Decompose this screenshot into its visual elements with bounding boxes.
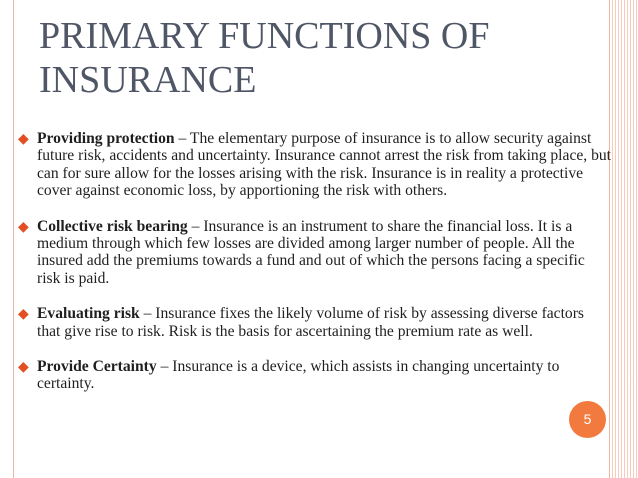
bullet-text: – The elementary purpose of insurance is to allow security against future risk, accidents and uncertainty. Insurance cannot arrest the risk from taking place, but can for sure allow for the losses arising with the risk. Insurance is in reality a protective cover against economic loss, by apportioning the risk with others. — [37, 130, 612, 200]
bullet-item-provide-certainty — [18, 358, 611, 393]
diamond-bullet-icon: ◆ — [18, 359, 29, 376]
right-decorative-stripe — [612, 0, 638, 478]
bullet-item-evaluating-risk — [18, 305, 611, 340]
bullet-text: – Insurance is an instrument to share the financial loss. It is a medium through which few losses are divided among larger number of people. All the insured add the premiums towards a fund and out of which the persons facing a specific risk is paid. — [37, 217, 585, 287]
left-decorative-rule — [13, 0, 14, 478]
bullet-item-providing-protection — [18, 130, 611, 200]
bullet-heading: Provide Certainty — [37, 358, 157, 376]
diamond-bullet-icon: ◆ — [18, 218, 29, 235]
bullet-heading: Providing protection — [37, 130, 175, 147]
bullet-heading: Evaluating risk — [37, 305, 140, 323]
bullet-text: – Insurance fixes the likely volume of risk by assessing diverse factors that give rise to risk. Risk is the basis for ascertaining the premium rate as well. — [37, 305, 584, 340]
bullet-text: – Insurance is a device, which assists in changing uncertainty to certainty. — [37, 358, 560, 393]
diamond-bullet-icon: ◆ — [18, 306, 29, 323]
bullet-list — [18, 130, 611, 411]
bullet-heading: Collective risk bearing — [37, 217, 188, 235]
page-number-badge: 5 — [569, 401, 606, 438]
diamond-bullet-icon: ◆ — [18, 131, 29, 147]
slide-title: PRIMARY FUNCTIONS OF INSURANCE — [39, 15, 490, 101]
bullet-item-collective-risk-bearing — [18, 218, 611, 288]
